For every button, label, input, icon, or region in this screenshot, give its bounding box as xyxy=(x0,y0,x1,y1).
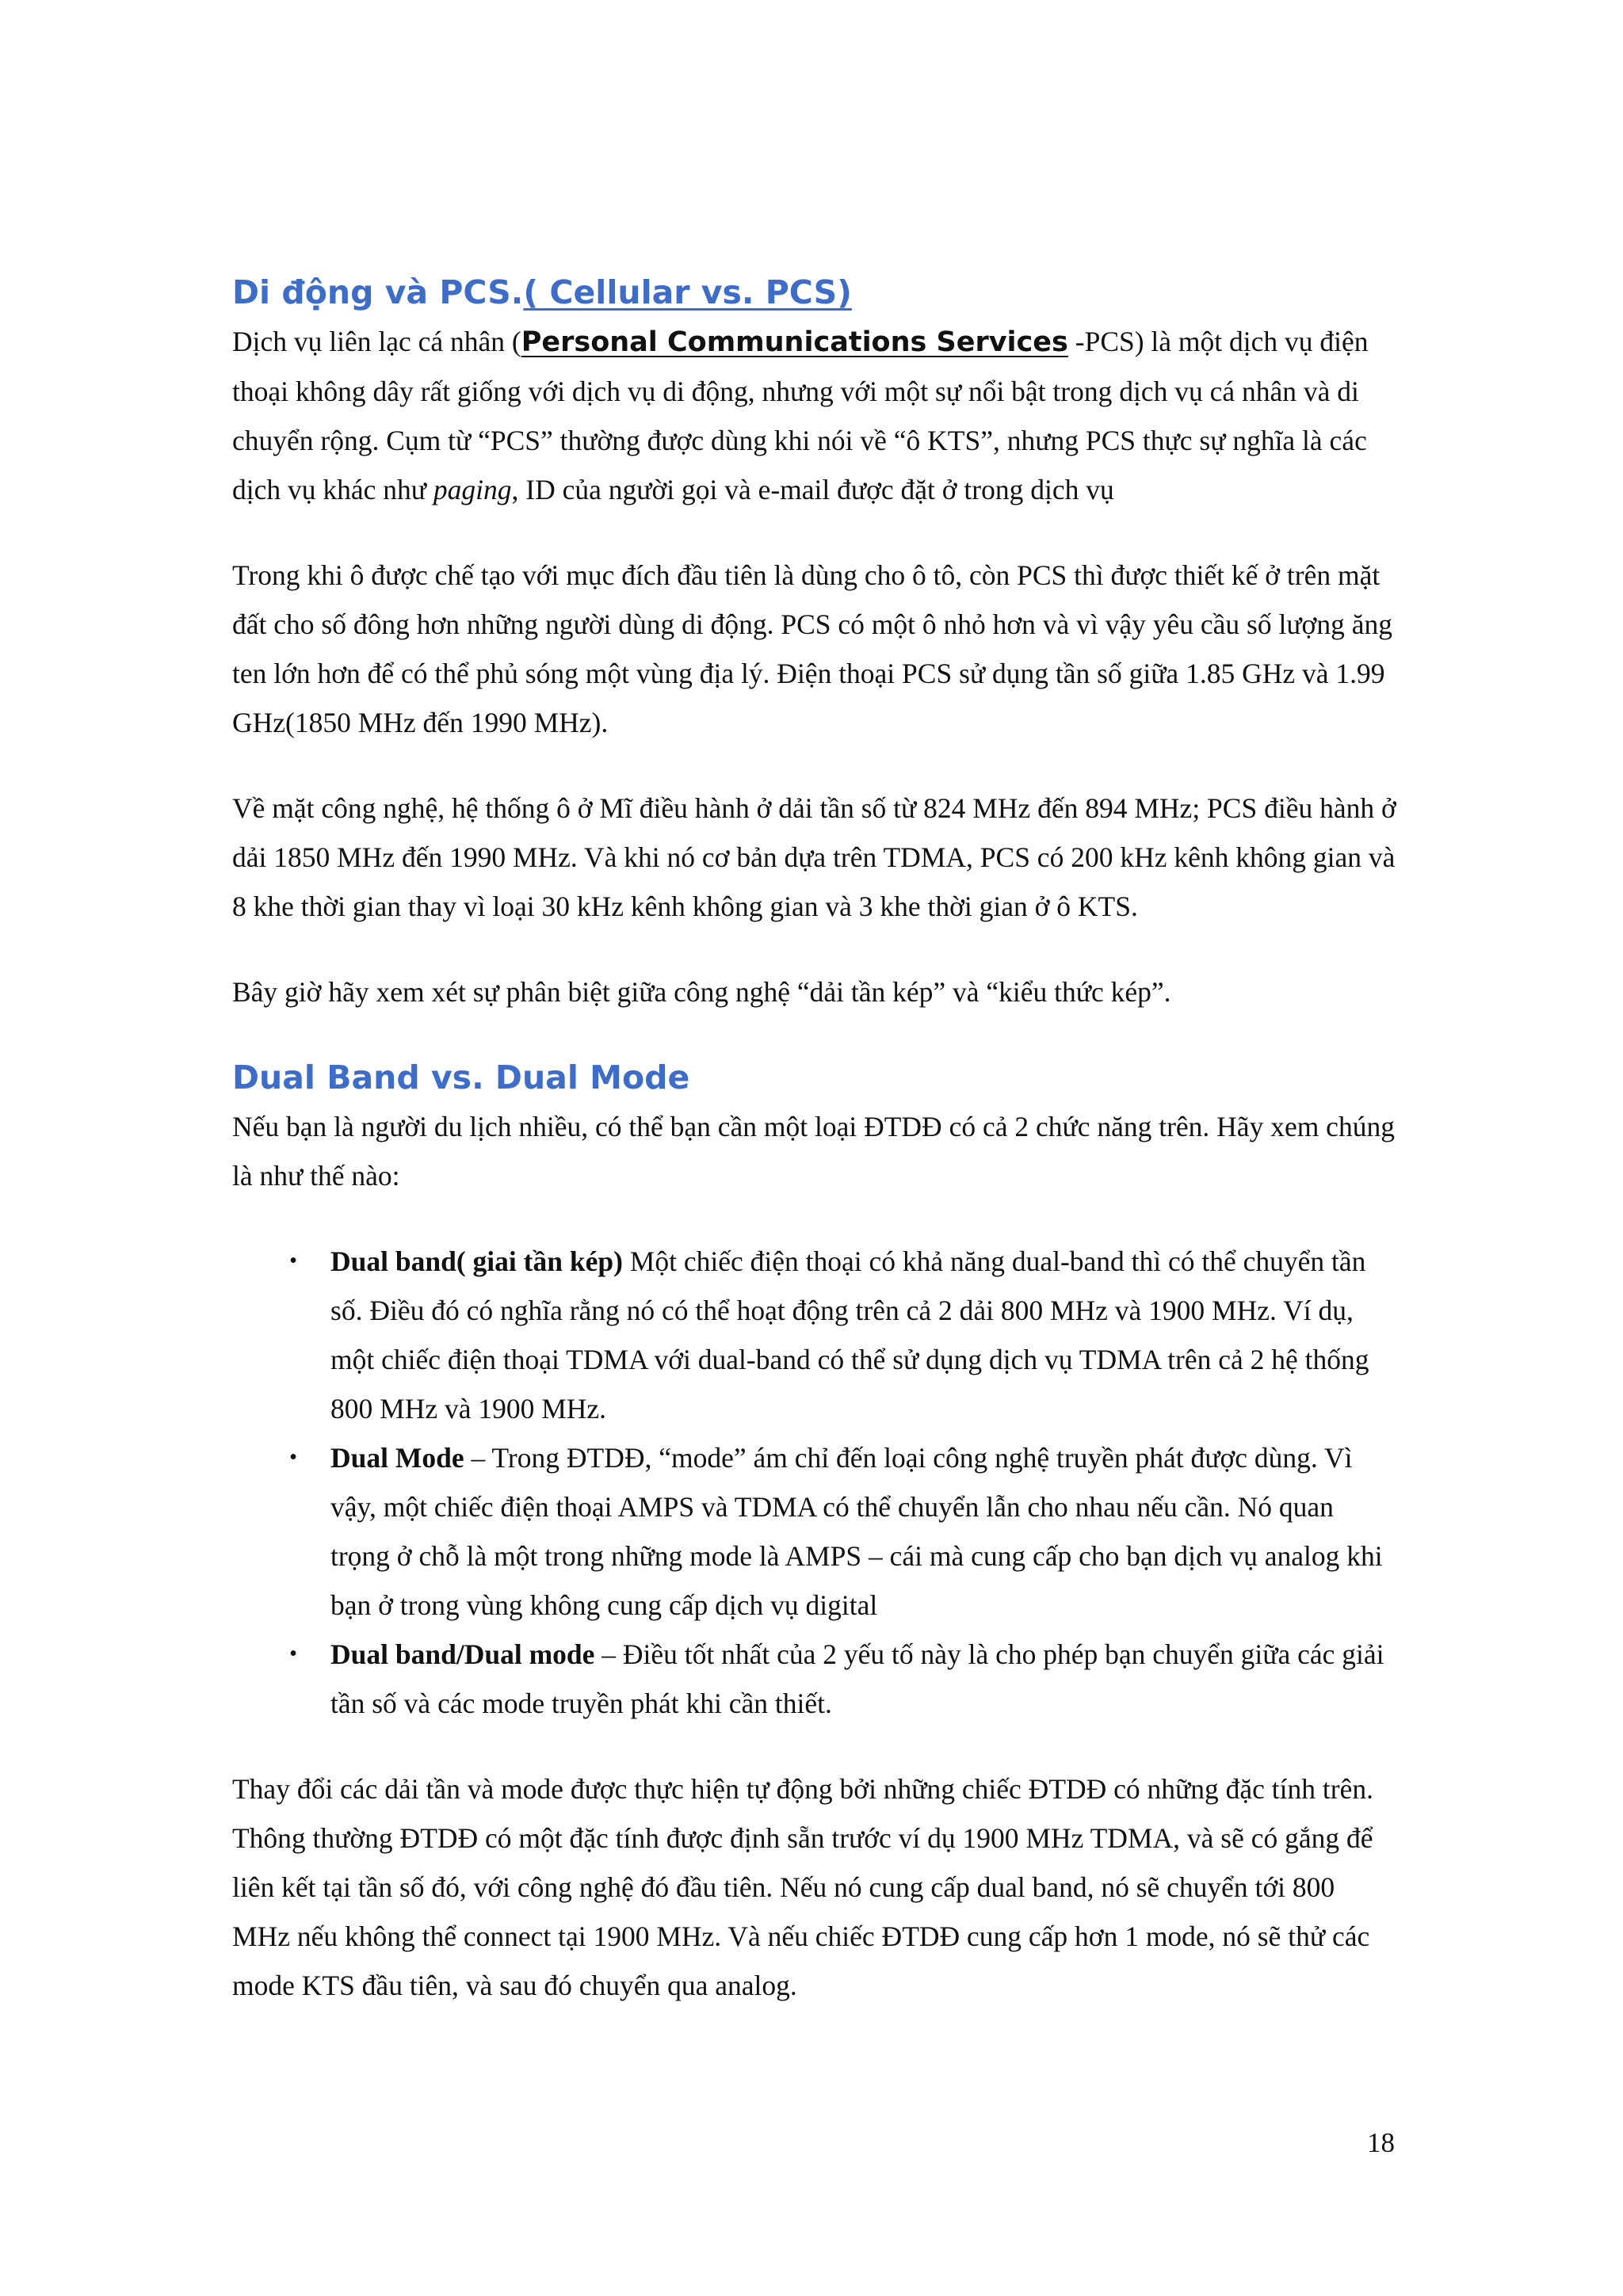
list-item xyxy=(232,1237,1397,1433)
bullet-list xyxy=(232,1237,1397,1728)
bullet-text: – Trong ĐTDĐ, “mode” ám chỉ đến loại công nghệ truyền phát được dùng. Vì vậy, một chiếc điện thoại AMPS và TDMA có thể chuyển lẫn cho nhau nếu cần. Nó quan trọng ở chỗ là một trong những mode là AMPS – cái mà cung cấp cho bạn dịch vụ analog khi bạn ở trong vùng không cung cấp dịch vụ digital xyxy=(330,1442,1383,1621)
paragraph-pcs-definition xyxy=(232,317,1397,514)
p1-start: Dịch vụ liên lạc cá nhân ( xyxy=(232,326,521,357)
bullet-term: Dual Mode xyxy=(330,1442,464,1474)
page-content xyxy=(232,268,1397,2010)
paragraph-pcs-frequency: Trong khi ô được chế tạo với mục đích đầu tiên là dùng cho ô tô, còn PCS thì được thiết kế ở trên mặt đất cho số đông hơn những người dùng di động. PCS có một ô nhỏ hơn và vì vậy yêu cầu số lượng ăng ten lớn hơn để có thể phủ sóng một vùng địa lý. Điện thoại PCS sử dụng tần số giữa 1.85 GHz và 1.99 GHz(1850 MHz đến 1990 MHz). xyxy=(232,559,1392,738)
bullet-term: Dual band/Dual mode xyxy=(330,1638,595,1670)
bullet-text: – Điều tốt nhất của 2 yếu tố này là cho phép bạn chuyển giữa các giải tần số và các mode truyền phát khi cần thiết. xyxy=(330,1638,1384,1719)
paragraph-dual-intro: Nếu bạn là người du lịch nhiều, có thể bạn cần một loại ĐTDĐ có cả 2 chức năng trên. Hãy xem chúng là như thế nào: xyxy=(232,1111,1395,1192)
list-item xyxy=(232,1433,1397,1630)
p1-rest: -PCS) là một dịch vụ điện thoại không dây rất giống với dịch vụ di động, nhưng với một sự nổi bật trong dịch vụ cá nhân và di chuyển rộng. Cụm từ “PCS” thường được dùng khi nói về “ô KTS”, nhưng PCS thực sự nghĩa là các dịch vụ khác như xyxy=(232,326,1369,505)
paragraph-technology: Về mặt công nghệ, hệ thống ô ở Mĩ điều hành ở dải tần số từ 824 MHz đến 894 MHz; PCS điều hành ở dải 1850 MHz đến 1990 MHz. Và khi nó cơ bản dựa trên TDMA, PCS có 200 kHz kênh không gian và 8 khe thời gian thay vì loại 30 kHz kênh không gian và 3 khe thời gian ở ô KTS. xyxy=(232,792,1396,922)
page-number: 18 xyxy=(1367,2127,1395,2158)
paragraph-closing: Thay đổi các dải tần và mode được thực hiện tự động bởi những chiếc ĐTDĐ có những đặc tính trên. Thông thường ĐTDĐ có một đặc tính được định sẵn trước ví dụ 1900 MHz TDMA, và sẽ có gắng để liên kết tại tần số đó, với công nghệ đó đầu tiên. Nếu nó cung cấp dual band, nó sẽ chuyển tới 800 MHz nếu không thể connect tại 1900 MHz. Và nếu chiếc ĐTDĐ cung cấp hơn 1 mode, nó sẽ thử các mode KTS đầu tiên, và sau đó chuyển qua analog. xyxy=(232,1773,1373,2001)
heading-link-cellular-vs-pcs[interactable]: ( Cellular vs. PCS) xyxy=(523,273,852,311)
section-heading-cellular-pcs xyxy=(232,268,1397,317)
heading-prefix: Di động và PCS. xyxy=(232,273,524,311)
p1-italic-paging: paging xyxy=(433,474,512,505)
section-heading-dual-band-mode: Dual Band vs. Dual Mode xyxy=(232,1058,690,1097)
link-personal-communications-services[interactable]: Personal Communications Services xyxy=(521,326,1068,358)
bullet-icon: • xyxy=(289,1249,297,1273)
bullet-term: Dual band( giai tần kép) xyxy=(330,1245,623,1277)
paragraph-transition: Bây giờ hãy xem xét sự phân biệt giữa công nghệ “dải tần kép” và “kiểu thức kép”. xyxy=(232,976,1171,1008)
bullet-text: Một chiếc điện thoại có khả năng dual-band thì có thể chuyển tần số. Điều đó có nghĩa rằng nó có thể hoạt động trên cả 2 dải 800 MHz và 1900 MHz. Ví dụ, một chiếc điện thoại TDMA với dual-band có thể sử dụng dịch vụ TDMA trên cả 2 hệ thống 800 MHz và 1900 MHz. xyxy=(330,1245,1369,1425)
p1-end: , ID của người gọi và e-mail được đặt ở trong dịch vụ xyxy=(511,474,1114,505)
list-item xyxy=(232,1630,1397,1728)
bullet-icon: • xyxy=(289,1642,297,1666)
bullet-icon: • xyxy=(289,1445,297,1470)
